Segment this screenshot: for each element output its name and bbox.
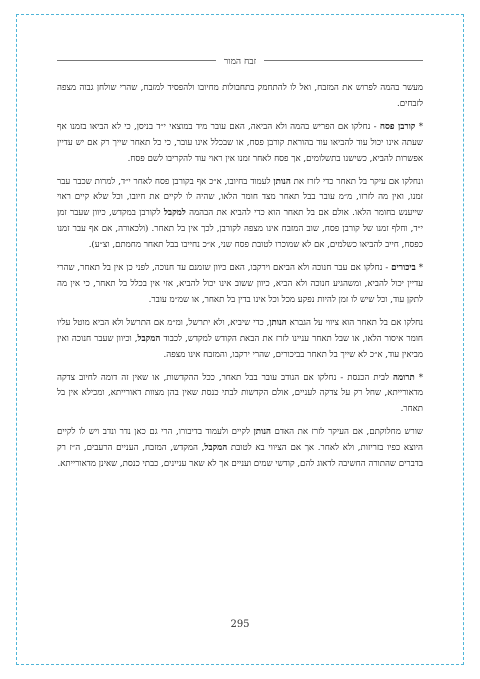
paragraph — [57, 175, 423, 255]
body-text — [57, 81, 423, 480]
text-span: - נחלקו אם עבר חנוכה ולא הביאם וירקבו, האם כיוון שזמנם עד חנוכה, לפני כן אין בל תאחר, שהרי עדיין יכול להביא, ומשהגיע חנוכה ולא הביא, כיוון ששוב אינו יכול להביא, אזי אין בכלל בל תאחר, כי אין מה לתקן עוד, וכל שיש לו זמן להיות נפקע מכל וכל אינו בדין בל תאחר, או שמ״מ עובר. — [57, 263, 423, 305]
bold-term: הנותן — [273, 176, 291, 187]
text-span: * — [414, 372, 423, 383]
text-span: , כדי שיביא, ולא יתרשל, ומ״מ אם התרשל ולא הביא מוטל עליו חומר איסור הלאו, או שבל תאחר עניינו לזרז את הבאת הקודש למקדש, לכבוד — [57, 317, 423, 344]
text-span: * — [415, 121, 423, 132]
paragraph — [57, 120, 423, 168]
header-title: זבח המור — [216, 52, 264, 72]
text-span: שורש מחלוקתם, אם העיקר לזרז את האדם — [270, 427, 423, 438]
text-span: לעמוד בחיובו, א״כ אף בקורבן פסח לאחר י״ד, למרות שכבר עבר זמנו, ואין מה לזרזו, מ״מ עובר בבל תאחר מצד חומר הלאו, שהיה לו לקיים את חיובו, וכל שלא קיים ראוי שייענש בחומר הלאו. אולם אם בל תאחר הוא כדי להביא את הבהמה — [57, 176, 423, 219]
text-span: לבית הכנסת - נחלקו אם הנודב עובר בבל תאחר, ככל ההקדשות, או שאין זה דומה לחיוב צדקה מדאורייתא, שחל רק על צדקה לעניים, אולם הקדשות לבתי כנסת שאין בהן מצוות דאורייתא, ומכילא אין בל תאחר. — [57, 372, 423, 415]
paragraph — [57, 81, 423, 113]
bold-term: המקבל — [204, 443, 228, 454]
paragraph — [57, 371, 423, 419]
text-span: , המקדש, המזבח, העניים הרעבים, ה״ז רק בדברים שהתורה החשיבה לדאוג להם, קודשי שמים ועניים אך לא שאר עניינים, כבתי כנסת, שאינן מדאורייתא. — [57, 443, 423, 470]
page — [16, 14, 464, 665]
text-span: מעשר בהמה לפרוש את המזבח, ואל לו להתחמק בתחבולות מחיובו ולהפסיד למזבח, שהרי שולחן גבוה מצפה לזבחים. — [57, 83, 423, 109]
bold-term: הנותן — [253, 427, 271, 438]
text-span: - נחלקו אם הפריש בהמה ולא הביאה, האם עובר מיד במוצאי י״ד בניסן, כי לא הביאו בזמנו אף שעתה אינו יכול עוד להביאו עוד בהוראת קורבן פסח, או שבכלל אינו עובר, כי כל תאחר שייך רק אם יש עדיין אפשרות להביא, כשישנו בתשלומים, אך פסח לאחר זמנו אין ראוי עוד להקריבו לשם פסח. — [57, 121, 423, 164]
text-span: , וכיוון שעבר חנוכה ואין מביאין עוד, א״כ לא שייך בל תאחר בביכורים, שהרי ירקבו, והמזבח אינו מצפה. — [57, 333, 423, 360]
bold-term: למקבל — [163, 208, 186, 219]
text-span: לקורבן במקדש, כיוון שעבר זמן י״ד, וחלף זמנו של קורבן פסח, שוב המזבח אינו מצפה לקורבן, לכך אין בל תאחר. (ולכאורה, אם אף עבר זמנו כפסח, חייב להביאו כשלמים, אם לא שמוכרו לטובת פסח שני, א״כ נחייבו בבל תאחר מחמתם, וצ״ע). — [57, 208, 423, 251]
text-span: נחלקו אם בל תאחר הוא ציווי על הגברא — [286, 317, 423, 328]
text-span: ונחלקו אם עיקר בל תאחר כדי לזרז את — [290, 176, 424, 187]
text-span: * — [415, 263, 423, 274]
paragraph — [57, 425, 423, 473]
paragraph — [57, 261, 423, 309]
bold-term: ביכורים — [391, 263, 416, 274]
bold-term: הנותן — [269, 317, 287, 328]
bold-term: תרומה — [393, 372, 415, 383]
paragraph — [57, 316, 423, 364]
page-number: 295 — [230, 619, 250, 630]
running-header — [57, 49, 423, 69]
bold-term: המקבל — [137, 333, 161, 344]
text-span: לקיים ולעמוד בדיבורו, הרי גם כאן נדר ונדב ויש לו לקיים היוצא כפיו בזריזות, ולא לאחר. אך אם הציווי בא לטובת — [57, 427, 423, 454]
bold-term: קורבן פסח — [379, 121, 416, 132]
